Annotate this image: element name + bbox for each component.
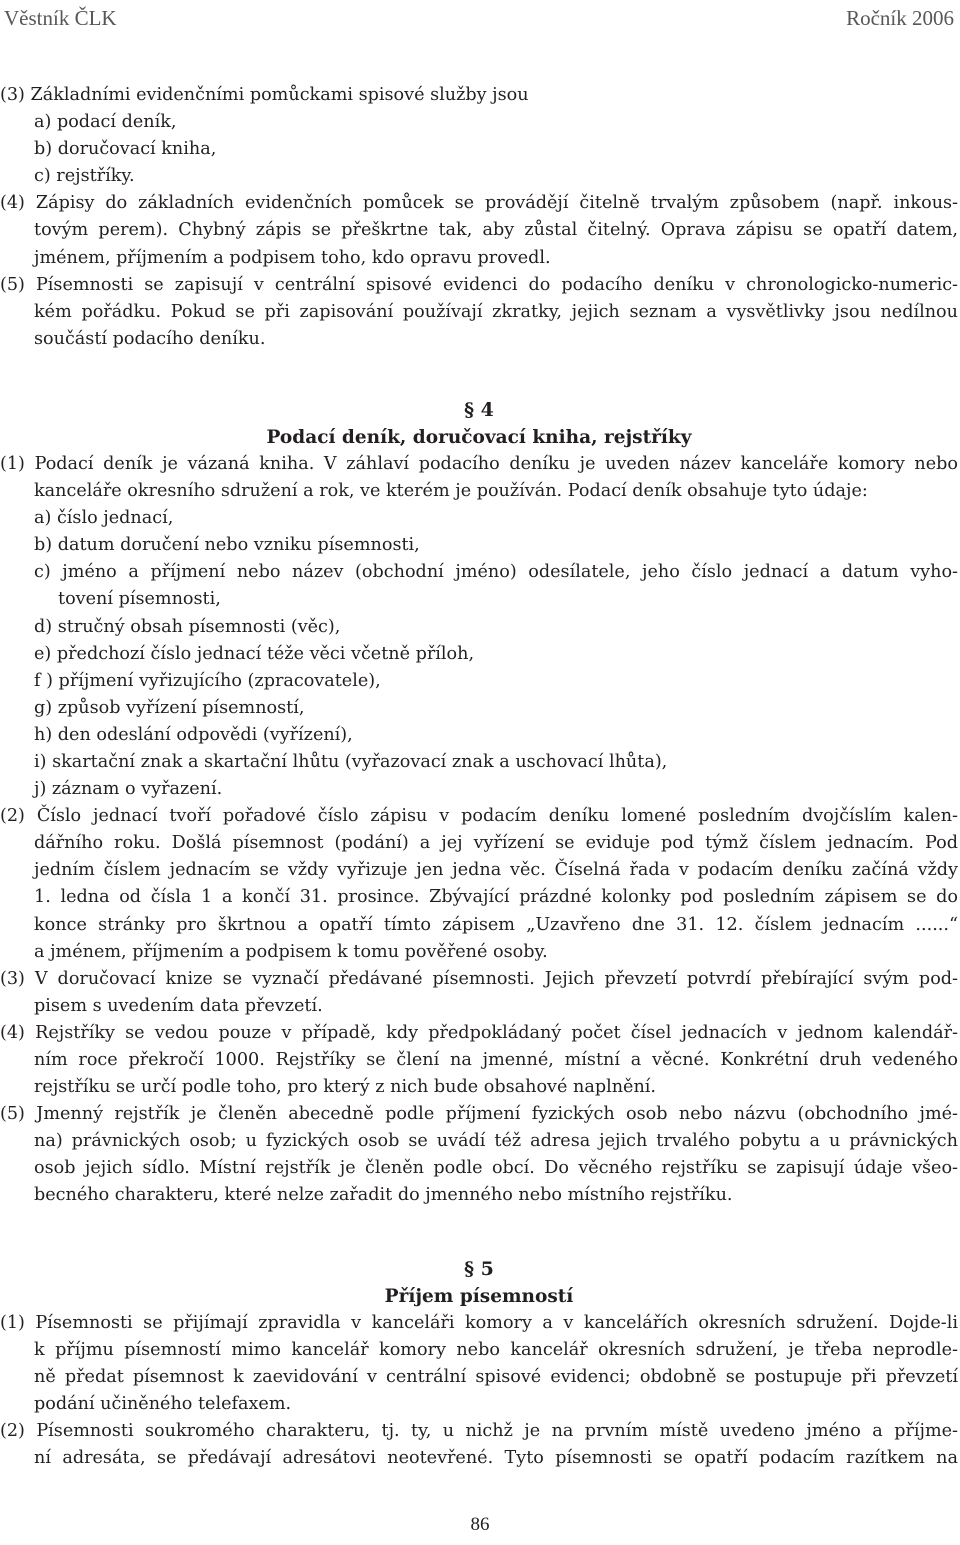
paragraph-line: kém pořádku. Pokud se při zapisování používají zkratky, jejich seznam a vysvětlivky jsou nedílnou bbox=[34, 301, 958, 322]
running-header bbox=[0, 6, 960, 40]
paragraph-line: (1) Podací deník je vázaná kniha. V záhlaví podacího deníku je uveden název kanceláře komory nebo bbox=[0, 453, 958, 474]
paragraph-line: (2) Číslo jednací tvoří pořadové číslo zápisu v podacím deníku lomené posledním dvojčíslím kalen- bbox=[0, 806, 958, 827]
paragraph-line: (3) V doručovací knize se vyznačí předávané písemnosti. Jejich převzetí potvrdí přebírající svým pod- bbox=[0, 968, 958, 989]
list-item: b) doručovací kniha, bbox=[34, 139, 217, 160]
section-title: Podací deník, doručovací kniha, rejstříky bbox=[266, 426, 692, 448]
list-item: e) předchozí číslo jednací téže věci včetně příloh, bbox=[34, 643, 475, 664]
paragraph-line: a jménem, příjmením a podpisem k tomu pověřené osoby. bbox=[34, 941, 548, 962]
journal-title: Věstník ČLK bbox=[4, 6, 117, 30]
list-item: j) záznam o vyřazení. bbox=[34, 779, 223, 800]
paragraph-line: 1. ledna od čísla 1 a končí 31. prosince. Zbývající prázdné kolonky pod posledním zápisem se do bbox=[34, 887, 958, 908]
paragraph-line: k příjmu písemností mimo kancelář komory nebo kancelář okresních sdružení, je třeba neprodle- bbox=[34, 1339, 958, 1360]
list-item: a) číslo jednací, bbox=[34, 508, 174, 529]
list-item: c) rejstříky. bbox=[34, 166, 135, 187]
page-number: 86 bbox=[470, 1514, 490, 1535]
list-item-continuation: tovení písemnosti, bbox=[58, 589, 221, 610]
list-item: b) datum doručení nebo vzniku písemnosti, bbox=[34, 535, 420, 556]
section-number: § 5 bbox=[464, 1257, 494, 1280]
spacer bbox=[0, 1210, 958, 1256]
list-item: i) skartační znak a skartační lhůtu (vyřazovací znak a uschovací lhůta), bbox=[34, 751, 668, 772]
paragraph-line: na) právnických osob; u fyzických osob se uvádí též adresa jejich trvalého pobytu a u právnických bbox=[34, 1131, 958, 1152]
paragraph-line: kanceláře okresního sdružení a rok, ve kterém je používán. Podací deník obsahuje tyto údaje: bbox=[34, 481, 868, 502]
paragraph-line: osob jejich sídlo. Místní rejstřík je členěn podle obcí. Do věcného rejstříku se zapisují údaje všeo- bbox=[34, 1158, 958, 1179]
paragraph-line: dářního roku. Došlá písemnost (podání) a jej vyřízení se eviduje pod týmž číslem jednacím. Pod bbox=[34, 833, 958, 854]
list-item: d) stručný obsah písemnosti (věc), bbox=[34, 616, 341, 637]
paragraph-line: jménem, příjmením a podpisem toho, kdo opravu provedl. bbox=[34, 247, 551, 268]
paragraph-line: pisem s uvedením data převzetí. bbox=[34, 995, 323, 1016]
paragraph-line: ně předat písemnost k zaevidování v centrální spisové evidenci; obdobně se postupuje při převzetí bbox=[34, 1366, 958, 1387]
paragraph-line: (5) Písemnosti se zapisují v centrální spisové evidenci do podacího deníku v chronologicko-numeric- bbox=[0, 274, 958, 295]
paragraph-line: (4) Zápisy do základních evidenčních pomůcek se provádějí čitelně trvalým způsobem (např. inkous- bbox=[0, 193, 958, 214]
list-item: g) způsob vyřízení písemností, bbox=[34, 697, 305, 718]
paragraph-line: ní adresáta, se předávají adresátovi neotevřené. Tyto písemnosti se opatří podacím razítkem na bbox=[34, 1448, 958, 1469]
paragraph-line: (3) Základními evidenčními pomůckami spisové služby jsou bbox=[0, 85, 529, 105]
list-item: c) jméno a příjmení nebo název (obchodní jméno) odesílatele, jeho číslo jednací a datum vyho- bbox=[34, 562, 958, 583]
section-title: Příjem písemností bbox=[384, 1285, 574, 1307]
list-item: a) podací deník, bbox=[34, 112, 177, 133]
paragraph-line: ním roce překročí 1000. Rejstříky se člení na jmenné, místní a věcné. Konkrétní druh vedeného bbox=[34, 1050, 958, 1070]
spacer bbox=[0, 353, 958, 397]
paragraph-line: rejstříku se určí podle toho, pro který z nich bude obsahové naplnění. bbox=[34, 1077, 657, 1098]
paragraph-line: (5) Jmenný rejstřík je členěn abecedně podle příjmení fyzických osob nebo názvu (obchodního jmé- bbox=[0, 1104, 958, 1125]
paragraph-line: tovým perem). Chybný zápis se přeškrtne tak, aby zůstal čitelný. Oprava zápisu se opatří datem, bbox=[34, 220, 958, 241]
list-item: h) den odeslání odpovědi (vyřízení), bbox=[34, 724, 353, 745]
section-number: § 4 bbox=[464, 398, 494, 421]
paragraph-line: konce stránky pro škrtnou a opatří tímto zápisem „Uzavřeno dne 31. 12. číslem jednacím ......“ bbox=[34, 914, 958, 935]
paragraph-line: jedním číslem jednacím se vždy vyřizuje jen jedna věc. Číselná řada v podacím deníku začíná vždy bbox=[34, 860, 958, 881]
paragraph-line: becného charakteru, které nelze zařadit do jmenného nebo místního rejstříku. bbox=[34, 1185, 733, 1206]
paragraph-line: (1) Písemnosti se přijímají zpravidla v kanceláři komory a v kancelářích okresních sdružení. Dojde-li bbox=[0, 1312, 958, 1333]
paragraph-line: podání učiněného telefaxem. bbox=[34, 1393, 292, 1414]
paragraph-line: (4) Rejstříky se vedou pouze v případě, kdy předpokládaný počet čísel jednacích v jednom kalendář- bbox=[0, 1022, 958, 1043]
list-item: f ) příjmení vyřizujícího (zpracovatele), bbox=[34, 670, 381, 691]
paragraph-line: (2) Písemnosti soukromého charakteru, tj. ty, u nichž je na prvním místě uvedeno jméno a příjme- bbox=[0, 1420, 958, 1441]
paragraph-line: součástí podacího deníku. bbox=[34, 328, 266, 349]
volume-label: Ročník 2006 bbox=[846, 6, 954, 30]
page-body bbox=[0, 82, 958, 1472]
